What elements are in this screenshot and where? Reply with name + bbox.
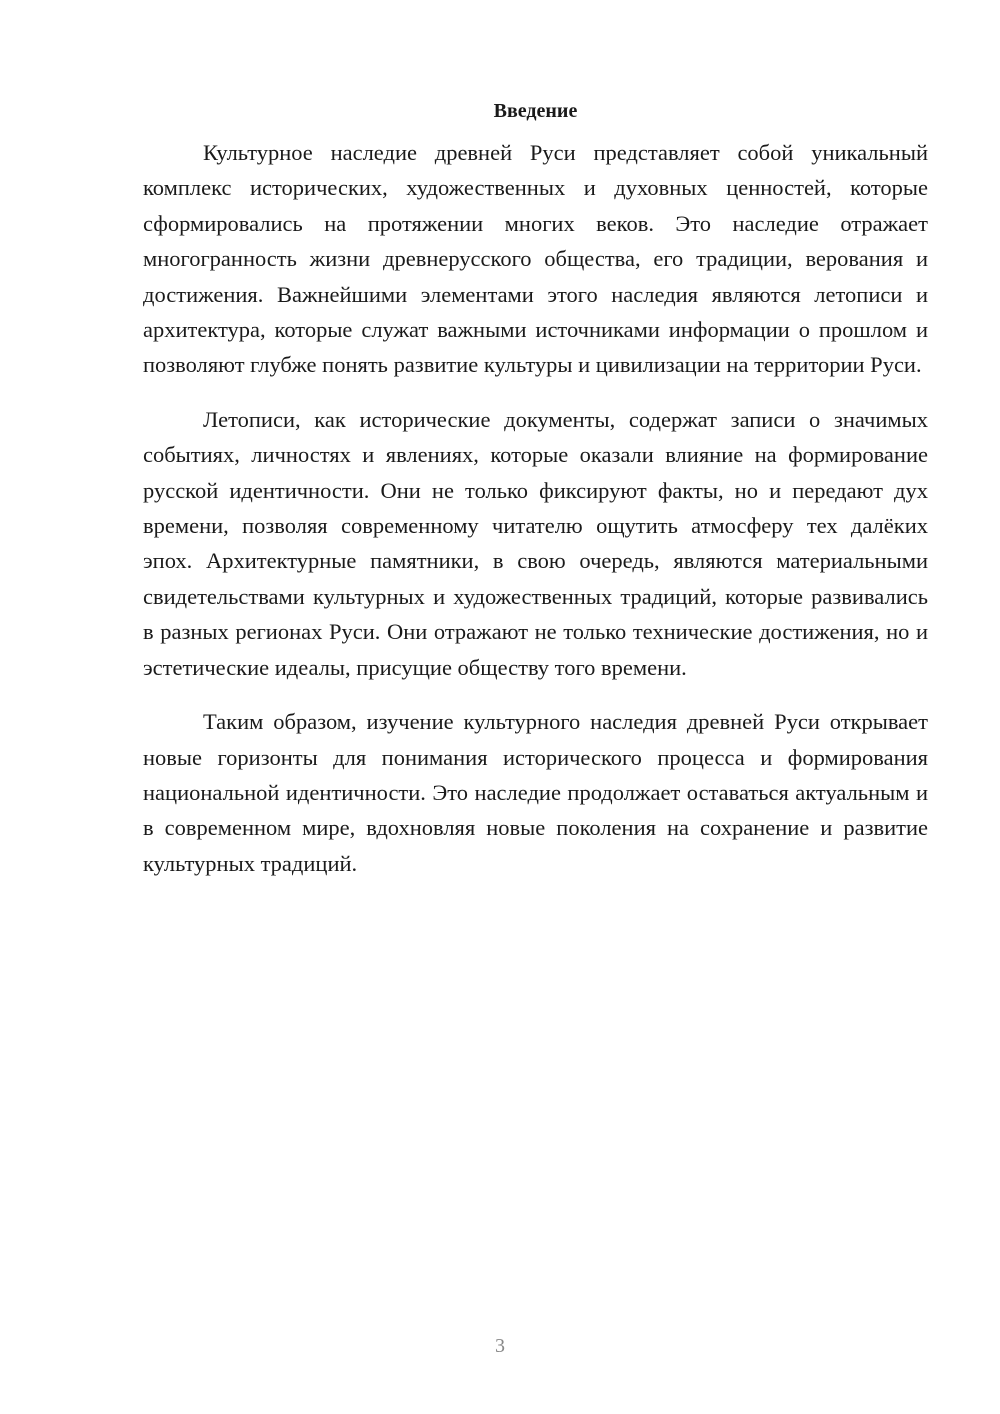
page-body	[143, 95, 928, 900]
paragraph: Таким образом, изучение культурного наследия древней Руси открывает новые горизонты для понимания исторического процесса и формирования национальной идентичности. Это наследие продолжает оставаться актуальным и в современном мире, вдохновляя новые поколения на сохранение и развитие культурных традиций.	[143, 709, 928, 876]
paragraph: Летописи, как исторические документы, содержат записи о значимых событиях, личностях и явлениях, которые оказали влияние на формирование русской идентичности. Они не только фиксируют факты, но и передают дух времени, позволяя современному читателю ощутить атмосферу тех далёких эпох. Архитектурные памятники, в свою очередь, являются материальными свидетельствами культурных и художественных традиций, которые развивались в разных регионах Руси. Они отражают не только технические достижения, но и эстетические идеалы, присущие обществу того времени.	[143, 406, 928, 680]
page-number: 3	[495, 1335, 505, 1357]
paragraph: Культурное наследие древней Руси представляет собой уникальный комплекс исторических, художественных и духовных ценностей, которые сформировались на протяжении многих веков. Это наследие отражает многогранность жизни древнерусского общества, его традиции, верования и достижения. Важнейшими элементами этого наследия являются летописи и архитектура, которые служат важными источниками информации о прошлом и позволяют глубже понять развитие культуры и цивилизации на территории Руси.	[143, 140, 928, 378]
section-heading: Введение	[493, 100, 578, 122]
